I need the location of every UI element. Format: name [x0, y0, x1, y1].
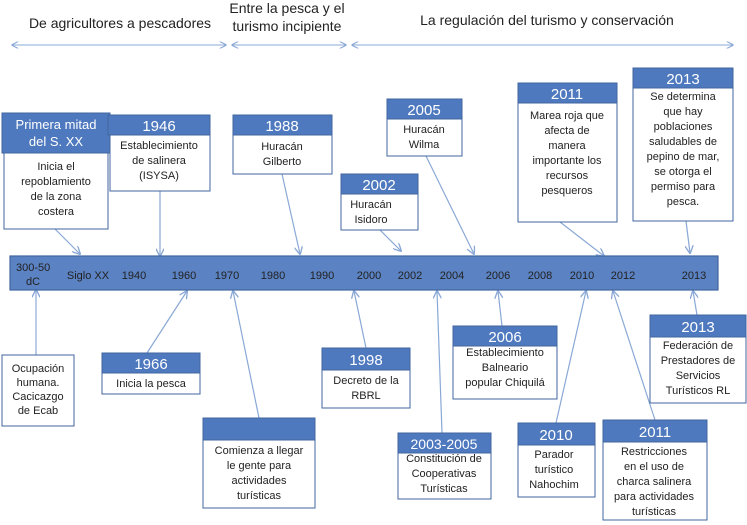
event-card-line: Marea roja que [530, 110, 604, 122]
event-card-line: (ISYSA) [139, 170, 179, 182]
event-card-line: RBRL [351, 390, 381, 402]
event-card-line: Turísticos RL [665, 385, 731, 397]
connector-arrow [437, 291, 442, 433]
event-card-header-text: 1966 [134, 356, 168, 373]
event-card-line: Huracán [403, 124, 445, 136]
event-card-header-text: 2011 [550, 86, 584, 103]
tick-label: 2006 [485, 270, 511, 282]
tick-label: 1960 [171, 270, 197, 282]
event-card-line: manera [548, 140, 586, 152]
tick-label: 2004 [439, 270, 465, 282]
event-card-line: que hay [663, 106, 703, 118]
tick-label: 2000 [356, 270, 382, 282]
event-card-line: Establecimiento [466, 347, 544, 359]
event-card-line: popular Chiquilá [465, 377, 545, 389]
event-card-line: Establecimiento [120, 140, 198, 152]
event-card-below-2 [203, 418, 315, 508]
event-card-line: se otorga el [654, 166, 712, 178]
event-card-line: Huracán [261, 141, 303, 153]
event-card-above-4 [387, 99, 462, 156]
event-card-line: Se determina [650, 91, 716, 103]
event-card-line: turísticas [236, 490, 282, 502]
event-card-header-text: 2006 [488, 329, 522, 346]
event-card-below-7 [603, 420, 707, 520]
connector-arrow [560, 222, 604, 256]
connector-arrow [354, 291, 366, 348]
period-label-2-line2: turismo incipiente [232, 18, 342, 34]
event-card-line: saludables de [649, 136, 717, 148]
event-card-line: Federación de [662, 340, 734, 352]
event-card-line: repoblamiento [21, 176, 91, 188]
event-card-line: en el uso de [624, 461, 684, 473]
event-card-line: le gente para [226, 460, 292, 472]
event-card-header-text: 1988 [265, 118, 299, 135]
event-card-line: Cooperativas [411, 468, 477, 480]
event-card-header-text: 1946 [142, 118, 176, 135]
event-card-below-1 [102, 353, 200, 394]
event-card-line: poblaciones [653, 121, 713, 133]
connector-arrow [233, 291, 259, 418]
tick-label: 1970 [214, 270, 240, 282]
event-card-below-0 [2, 355, 74, 426]
period-label-1: De agricultores a pescadores [28, 15, 212, 31]
event-card-line: Constitución de [406, 453, 482, 465]
event-card-below-4 [398, 433, 491, 499]
event-card-line: Nahochim [529, 479, 579, 491]
period-label-3: La regulación del turismo y conservación [420, 12, 674, 28]
event-card-line: Isidoro [354, 214, 388, 226]
tick-label: 2013 [681, 270, 707, 282]
event-card-header-text: 2013 [681, 319, 715, 336]
event-card-below-5 [453, 326, 557, 399]
event-card-line: Prestadores de [660, 355, 736, 367]
event-card-line: Turísticas [420, 483, 468, 495]
event-card-line: Inicia el [37, 161, 75, 173]
event-card-header-text: 1998 [349, 352, 383, 369]
event-card-line: charca salinera [616, 476, 692, 488]
event-card-header [203, 418, 315, 440]
event-card-line: Servicios [675, 370, 721, 382]
connector-arrow [686, 221, 690, 253]
event-card-line: Gilberto [262, 156, 302, 168]
event-card-line: pepino de mar, [646, 151, 720, 163]
connector-arrow [380, 230, 401, 251]
event-card-line: para actividades [613, 491, 695, 503]
event-card-line: humana. [16, 377, 60, 389]
event-card-header-text: 2010 [539, 427, 573, 444]
connector-arrow [282, 174, 300, 254]
event-card-below-3 [322, 348, 410, 408]
connector-arrow [55, 229, 80, 254]
event-card-header-text-line2: del S. XX [28, 134, 84, 149]
connector-arrow [498, 291, 502, 326]
event-card-line: recursos [545, 170, 589, 182]
event-card-line: Cacicazgo [12, 391, 64, 403]
event-card-above-2 [233, 115, 332, 174]
event-card-line: de la zona [30, 191, 82, 203]
tick-label: 1940 [121, 270, 147, 282]
event-card-line: Decreto de la [333, 375, 399, 387]
connector-arrow [613, 291, 655, 420]
tick-label: 2008 [527, 270, 553, 282]
event-card-line: actividades [231, 475, 287, 487]
event-card-above-6 [633, 68, 733, 221]
period-label-2-line1: Entre la pesca y el [229, 0, 345, 16]
event-card-line: turísticas [631, 506, 677, 518]
event-card-line: Balneario [481, 362, 529, 374]
tick-label: 2010 [569, 270, 595, 282]
event-card-header-text-line1: Primera mitad [15, 117, 97, 132]
event-card-line: Inicia la pesca [116, 378, 186, 390]
tick-label: 2012 [610, 270, 636, 282]
event-card-above-0 [2, 113, 110, 229]
tick-label-300-line1: 300-50 [16, 262, 51, 274]
event-card-line: costera [37, 206, 75, 218]
event-card-header-text: 2003-2005 [410, 436, 478, 452]
event-card-line: importante los [532, 155, 602, 167]
event-card-line: turístico [534, 464, 574, 476]
event-card-above-5 [518, 83, 617, 222]
connector-arrow [147, 291, 187, 353]
event-card-line: permiso para [650, 181, 716, 193]
event-card-above-1 [108, 115, 210, 191]
tick-label: 1990 [309, 270, 335, 282]
event-card-line: Comienza a llegar [214, 445, 304, 457]
event-card-line: pesqueros [541, 185, 593, 197]
tick-label: Siglo XX [66, 270, 110, 282]
event-card-header-text: 2013 [666, 71, 700, 88]
event-card-below-8 [650, 315, 746, 403]
event-card-header-text: 2011 [638, 424, 672, 441]
event-card-line: pesca. [666, 196, 700, 208]
event-card-line: Parador [534, 449, 574, 461]
event-card-line: de salinera [132, 155, 186, 167]
event-card-header-text: 2005 [407, 102, 441, 119]
connector-arrow [556, 291, 586, 423]
tick-label: 1980 [260, 270, 286, 282]
event-card-below-6 [518, 423, 595, 497]
event-card-line: Huracán [350, 199, 392, 211]
connector-arrow [693, 291, 697, 315]
connector-arrow [426, 156, 474, 254]
event-card-header-text: 2002 [362, 177, 396, 194]
event-card-above-3 [341, 174, 418, 230]
event-card-line: Restricciones [620, 446, 688, 458]
event-card-line: Wilma [408, 139, 440, 151]
event-card-line: Ocupación [11, 363, 65, 375]
tick-label-300-line2: dC [26, 276, 41, 288]
tick-label: 2002 [397, 270, 423, 282]
event-card-line: afecta de [544, 125, 590, 137]
event-card-line: de Ecab [17, 405, 59, 417]
